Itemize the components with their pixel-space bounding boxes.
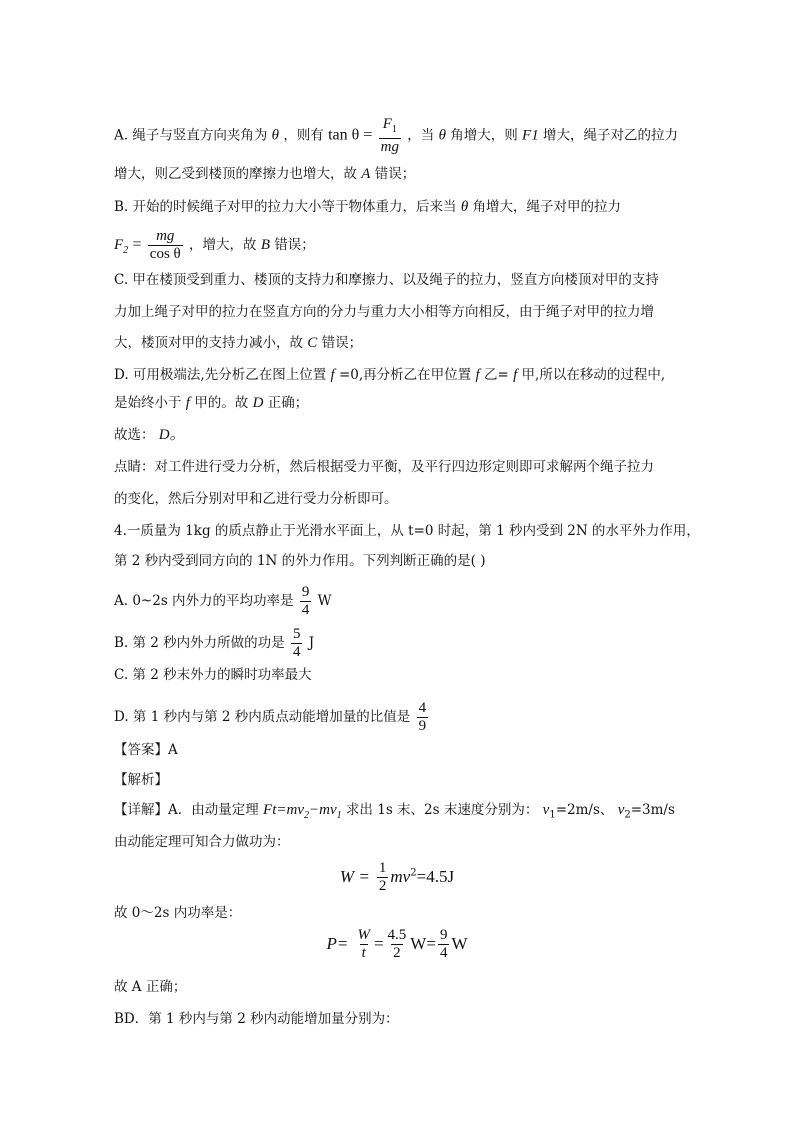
option-letter: B bbox=[260, 237, 270, 253]
fraction-5-over-4 bbox=[291, 626, 303, 661]
tan-expression: tan θ = bbox=[328, 126, 373, 144]
text: 甲的。故 bbox=[194, 395, 249, 411]
text: ，当 bbox=[407, 127, 435, 144]
text: B. 第 2 秒内外力所做的功是 bbox=[114, 635, 285, 651]
numerator: W bbox=[357, 927, 370, 943]
text: =2m/s、 bbox=[555, 802, 614, 818]
fraction-w-over-t bbox=[355, 927, 372, 962]
option-d bbox=[114, 700, 684, 735]
denominator: 4 bbox=[439, 945, 448, 961]
subscript: 2 bbox=[123, 245, 129, 256]
tip-line2: 的变化，然后分别对甲和乙进行受力分析即可。 bbox=[114, 491, 398, 507]
f-symbol: F bbox=[114, 237, 124, 253]
option-d-analysis-line2 bbox=[114, 393, 684, 413]
text: 角增大，绳子对甲的拉力 bbox=[472, 199, 621, 215]
subscript: 2 bbox=[304, 810, 310, 821]
option-a-analysis-line1 bbox=[114, 116, 684, 156]
denominator: 2 bbox=[393, 945, 401, 961]
text: 【详解】A．由动量定理 bbox=[114, 802, 259, 818]
option-b bbox=[114, 626, 684, 661]
numerator: 4 bbox=[418, 700, 427, 716]
text: −mv bbox=[309, 802, 337, 818]
text: =mv bbox=[276, 802, 305, 818]
f-symbol: F bbox=[522, 127, 532, 144]
fraction-9-over-4 bbox=[300, 584, 312, 619]
fraction-f1-over-mg bbox=[379, 116, 401, 156]
detail-line3: 故 0～2s 内功率是： bbox=[114, 905, 242, 921]
text: ，则有 bbox=[283, 127, 324, 144]
fraction-mg-over-cos bbox=[148, 228, 183, 263]
option-letter: C bbox=[307, 335, 318, 351]
numerator: 1 bbox=[378, 860, 387, 876]
tip-line1: 点睛：对工件进行受力分析，然后根据受力平衡，及平行四边形定则即可求解两个绳子拉力 bbox=[114, 459, 654, 475]
f-symbol: f bbox=[185, 395, 190, 411]
numerator: 4.5 bbox=[387, 927, 407, 943]
equals-sign: = bbox=[373, 934, 384, 953]
text: 错误； bbox=[374, 166, 416, 182]
text: 正确； bbox=[267, 395, 309, 411]
f-symbol: F bbox=[382, 116, 392, 132]
power-equation bbox=[0, 927, 794, 962]
equals-sign: = bbox=[132, 236, 142, 253]
theta-symbol: θ bbox=[438, 127, 446, 144]
detail-line4: 故 A 正确； bbox=[114, 979, 187, 995]
text: 乙= bbox=[483, 367, 509, 383]
ft-symbol: Ft bbox=[263, 802, 277, 818]
analysis-label: 【解析】 bbox=[114, 772, 168, 788]
f-symbol: f bbox=[475, 367, 480, 383]
w-equals: W = bbox=[339, 867, 370, 886]
superscript: 2 bbox=[410, 867, 417, 879]
answer-letter: D。 bbox=[158, 427, 185, 443]
unit: W bbox=[451, 934, 468, 953]
f-symbol: f bbox=[330, 367, 335, 383]
text: ，增大，故 bbox=[189, 237, 257, 253]
detail-line5: BD．第 1 秒内与第 2 秒内动能增加量分别为： bbox=[114, 1011, 399, 1027]
f2-symbol bbox=[114, 237, 129, 256]
denominator: 4 bbox=[292, 644, 301, 660]
unit-equals: W= bbox=[410, 934, 436, 953]
result: =4.5J bbox=[416, 867, 455, 886]
momentum-expression bbox=[276, 802, 342, 821]
v-symbol: v bbox=[617, 802, 625, 818]
v-symbol: v bbox=[542, 802, 550, 818]
f-symbol: f bbox=[513, 367, 518, 383]
fraction-9-over-4 bbox=[438, 927, 450, 962]
option-c-analysis-line1: C. 甲在楼顶受到重力、楼顶的支持力和摩擦力、以及绳子的拉力，竖直方向楼顶对甲的支持 bbox=[114, 272, 659, 288]
work-equation bbox=[0, 860, 794, 895]
text: 增大，则乙受到楼顶的摩擦力也增大，故 bbox=[114, 166, 357, 182]
theta-symbol: θ bbox=[460, 199, 469, 215]
numerator: 9 bbox=[439, 927, 448, 943]
fraction-4-over-9 bbox=[417, 700, 429, 735]
option-d-analysis-line1 bbox=[114, 365, 684, 385]
mg-symbol: mg bbox=[156, 228, 175, 244]
option-b-analysis-line1 bbox=[114, 197, 684, 217]
text: D. 第 1 秒内与第 2 秒内质点动能增加量的比值是 bbox=[114, 709, 411, 725]
question-4-line2: 第 2 秒内受到同方向的 1N 的外力作用。下列判断正确的是( ) bbox=[114, 553, 486, 569]
subscript: 1 bbox=[549, 809, 556, 821]
numerator: 9 bbox=[301, 584, 310, 600]
option-a bbox=[114, 584, 684, 619]
text: 是始终小于 bbox=[114, 395, 182, 411]
unit: W bbox=[317, 593, 332, 609]
text: 角增大，则 bbox=[450, 127, 518, 144]
text: B. 开始的时候绳子对甲的拉力大小等于物体重力，后来当 bbox=[114, 199, 457, 215]
f1-symbol bbox=[522, 128, 539, 144]
unit: J bbox=[308, 635, 315, 651]
fraction-4-5-over-2 bbox=[386, 927, 409, 962]
option-letter: A bbox=[361, 166, 371, 182]
subscript: 2 bbox=[624, 809, 631, 821]
text: 错误； bbox=[274, 237, 315, 253]
denominator: 2 bbox=[378, 878, 387, 894]
question-4-line1: 4.一质量为 1kg 的质点静止于光滑水平面上，从 t=0 时起，第 1 秒内受到 2N 的水平外力作用， bbox=[114, 523, 700, 539]
choice-line bbox=[114, 425, 684, 445]
text: 大，楼顶对甲的支持力减小，故 bbox=[114, 335, 303, 351]
mg-symbol: mg bbox=[380, 139, 399, 155]
option-letter: D bbox=[252, 395, 264, 411]
numerator: 5 bbox=[292, 626, 301, 642]
fraction-half bbox=[377, 860, 389, 895]
denominator: 9 bbox=[418, 718, 427, 734]
subscript: 1 bbox=[391, 124, 397, 135]
option-c-analysis-line2: 力加上绳子对甲的拉力在竖直方向的分力与重力大小相等方向相反，由于绳子对甲的拉力增 bbox=[114, 304, 654, 320]
text: 故选： bbox=[114, 427, 155, 443]
p-equals: P= bbox=[326, 934, 349, 953]
denominator: t bbox=[361, 945, 366, 961]
theta-symbol: θ bbox=[271, 127, 280, 144]
text: A. 绳子与竖直方向夹角为 bbox=[114, 127, 268, 144]
option-a-analysis-line2 bbox=[114, 164, 684, 184]
text: 求出 1s 末、2s 末速度分别为： bbox=[345, 802, 539, 818]
text: D. 可用极端法,先分析乙在图上位置 bbox=[114, 367, 327, 383]
cos-theta: cos θ bbox=[149, 246, 181, 262]
option-c-analysis-line3 bbox=[114, 333, 684, 353]
mv-symbol: mv bbox=[390, 867, 411, 886]
answer-label: 【答案】A bbox=[114, 742, 178, 758]
text: =3m/s bbox=[630, 802, 675, 818]
option-c: C. 第 2 秒末外力的瞬时功率最大 bbox=[114, 667, 312, 683]
text: 错误； bbox=[321, 335, 363, 351]
denominator: 4 bbox=[301, 602, 310, 618]
subscript: 1 bbox=[336, 810, 342, 821]
detail-line1 bbox=[114, 800, 684, 826]
text: 甲,所以在移动的过程中, bbox=[521, 367, 666, 383]
text: 增大，绳子对乙的拉力 bbox=[543, 127, 679, 144]
subscript: 1 bbox=[531, 127, 539, 144]
option-b-analysis-line2 bbox=[114, 228, 684, 263]
text: =0,再分析乙在甲位置 bbox=[338, 367, 472, 383]
text: A. 0~2s 内外力的平均功率是 bbox=[114, 593, 294, 609]
detail-line2: 由动能定理可知合力做功为： bbox=[114, 834, 290, 850]
